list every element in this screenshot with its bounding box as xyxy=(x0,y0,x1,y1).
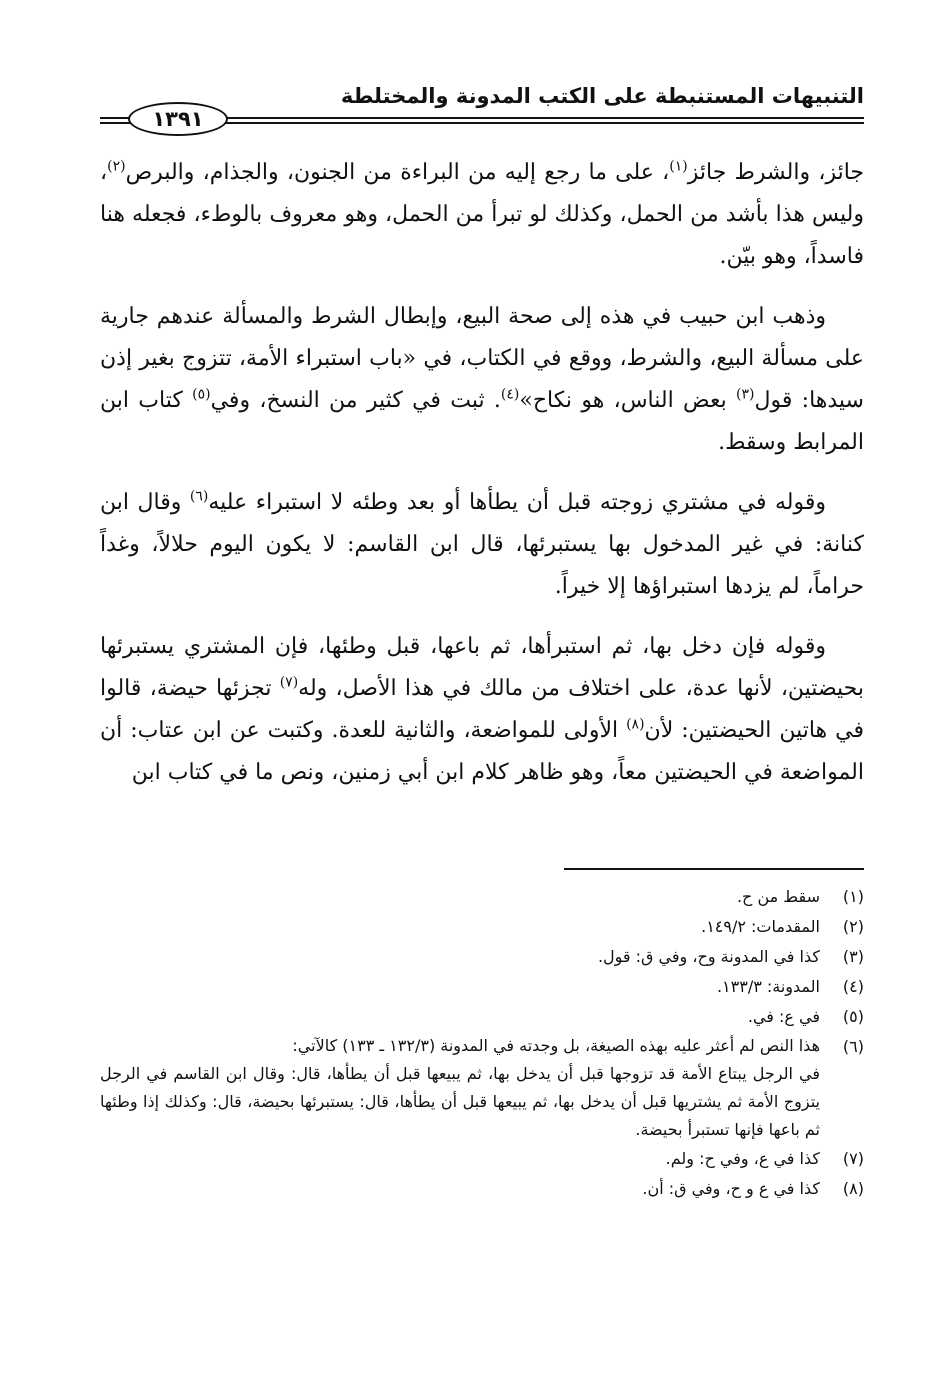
footnote-text: في ع: في. xyxy=(747,1007,820,1026)
footnote-text xyxy=(100,1032,820,1144)
footnote-number: (١) xyxy=(842,887,864,906)
footnote-text: كذا في ع و ح، وفي ق: أن. xyxy=(642,1179,820,1198)
footnote-ref-4: (٤) xyxy=(500,386,520,403)
paragraph-4 xyxy=(100,626,864,794)
text-run: ، وليس هذا بأشد من الحمل، وكذلك لو تبرأ من الحمل، وهو معروف بالوطء، فجعله هنا فاسداً، وهو بيّن. xyxy=(100,160,864,269)
footnote-2 xyxy=(100,912,864,942)
footnote-text: كذا في المدونة وح، وفي ق: قول. xyxy=(597,947,820,966)
running-title: التنبيهات المستنبطة على الكتب المدونة والمختلطة xyxy=(340,84,864,108)
footnote-number: (٥) xyxy=(842,1007,864,1026)
text-run: الأولى للمواضعة، والثانية للعدة. وكتبت عن ابن عتاب: أن المواضعة في الحيضتين معاً، وهو ظاهر كلام ابن أبي زمنين، ونص ما في كتاب ابن xyxy=(100,718,864,785)
footnote-text: كذا في ع، وفي ح: ولم. xyxy=(665,1149,820,1168)
footnote-ref-7: (٧) xyxy=(279,674,299,691)
footnote-number: (٤) xyxy=(842,977,864,996)
footnote-ref-8: (٨) xyxy=(626,716,645,733)
footnote-number: (٦) xyxy=(842,1037,864,1056)
footnote-8 xyxy=(100,1174,864,1204)
footnote-1 xyxy=(100,882,864,912)
text-run: جائز، والشرط جائز xyxy=(687,160,865,185)
footnote-ref-1: (١) xyxy=(669,158,688,175)
text-run: وقال ابن كنانة: في غير المدخول بها يستبرئها، قال ابن القاسم: لا يكون اليوم حلالاً، وغداً حراماً، لم يزدها استبراؤها إلا خيراً. xyxy=(100,490,864,599)
footnote-number: (٧) xyxy=(842,1149,864,1168)
text-run: كتاب ابن المرابط وسقط. xyxy=(100,388,864,455)
footnote-number: (٢) xyxy=(842,917,864,936)
paragraph-3 xyxy=(100,482,864,608)
footnote-text: سقط من ح. xyxy=(736,887,820,906)
page-number: ١٣٩١ xyxy=(128,102,228,136)
paragraph-2 xyxy=(100,296,864,464)
footnotes xyxy=(100,882,864,1204)
text-run: وقوله فإن دخل بها، ثم استبرأها، ثم باعها، قبل وطئها، فإن المشتري يستبرئها بحيضتين، لأنها عدة، على اختلاف من مالك في هذا الأصل، وله xyxy=(100,634,864,701)
footnote-5 xyxy=(100,1002,864,1032)
footnote-text: المدونة: ١٣٣/٣. xyxy=(716,977,820,996)
footnote-separator xyxy=(564,868,864,870)
footnote-line: هذا النص لم أعثر عليه بهذه الصيغة، بل وجدته في المدونة (١٣٢/٣ ـ ١٣٣) كالآتي: xyxy=(292,1036,820,1055)
footnote-text: المقدمات: ١٤٩/٢. xyxy=(701,917,820,936)
footnote-7 xyxy=(100,1144,864,1174)
text-run: تجزئها حيضة، قالوا في هاتين الحيضتين: لأن xyxy=(100,676,864,743)
paragraph-1 xyxy=(100,152,864,278)
footnote-number: (٣) xyxy=(842,947,864,966)
main-text xyxy=(100,152,864,812)
text-run: وذهب ابن حبيب في هذه إلى صحة البيع، وإبطال الشرط والمسألة عندهم جارية على مسألة البيع، والشرط، ووقع في الكتاب، في «باب استبراء الأمة، تتزوج بغير إذن سيدها: قول xyxy=(100,304,864,413)
footnote-line: في الرجل يبتاع الأمة قد تزوجها قبل أن يدخل بها، ثم يبيعها قبل أن يطأها، قال: وقال ابن القاسم في الرجل يتزوج الأمة ثم يشتريها قبل أن يدخل بها، ثم يبيعها قبل أن يطأها، قال: يستبرئها بحيضة، قال: وكذلك إذا وطئها ثم باعها فإنها تستبرأ بحيضة. xyxy=(100,1064,820,1139)
text-run: بعض الناس، هو نكاح» xyxy=(519,388,737,413)
text-run: ، على ما رجع إليه من البراءة من الجنون، والجذام، والبرص xyxy=(125,160,670,185)
footnote-ref-6: (٦) xyxy=(189,488,209,505)
footnote-6 xyxy=(100,1032,864,1144)
text-run: . ثبت في كثير من النسخ، وفي xyxy=(210,388,501,413)
footnote-ref-2: (٢) xyxy=(107,158,126,175)
footnote-3 xyxy=(100,942,864,972)
footnote-number: (٨) xyxy=(842,1179,864,1198)
footnote-ref-5: (٥) xyxy=(192,386,211,403)
footnote-ref-3: (٣) xyxy=(736,386,755,403)
footnote-4 xyxy=(100,972,864,1002)
text-run: وقوله في مشتري زوجته قبل أن يطأها أو بعد وطئه لا استبراء عليه xyxy=(208,490,827,515)
